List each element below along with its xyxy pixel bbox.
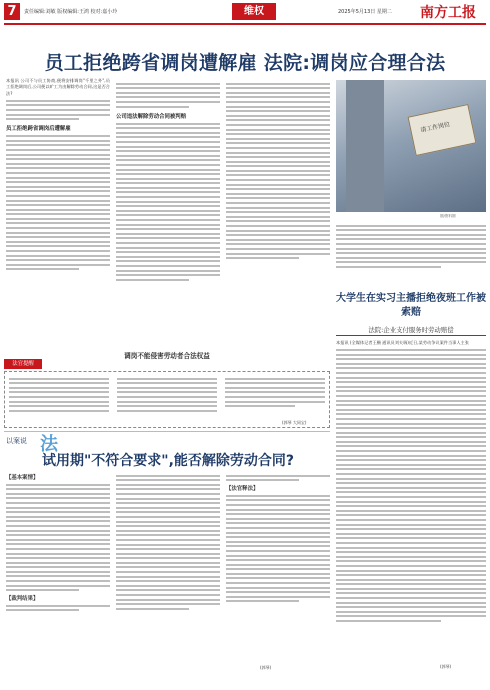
photo-pillar bbox=[346, 80, 384, 212]
article-column-3 bbox=[226, 80, 330, 346]
body-text-block bbox=[226, 495, 330, 603]
subhead-1: 员工拒绝跨省调岗后遭解雇 bbox=[6, 126, 71, 133]
publication-date: 2025年5月13日 星期二 bbox=[338, 9, 392, 15]
case-column-1 bbox=[6, 470, 110, 686]
body-text-block bbox=[6, 484, 110, 592]
article-column-2 bbox=[116, 80, 220, 346]
body-text-block bbox=[116, 83, 220, 108]
legal-reminder-title: 调岗不能侵害劳动者合法权益 bbox=[124, 352, 210, 360]
case-column-3 bbox=[226, 472, 330, 662]
body-text-block bbox=[6, 100, 110, 120]
article-photo bbox=[336, 80, 486, 212]
case-section-char: 法 bbox=[40, 434, 58, 455]
photo-credit: 图/资料图 bbox=[440, 214, 456, 218]
case-judgment-head: 【裁判结果】 bbox=[6, 596, 39, 603]
body-text-block bbox=[117, 375, 217, 414]
page-header bbox=[0, 0, 490, 24]
case-column-2 bbox=[116, 472, 220, 686]
legal-reminder-author: (郭琴 大同宝) bbox=[282, 420, 307, 425]
sidebar-rule bbox=[336, 335, 486, 336]
case-headline: 试用期"不符合要求",能否解除劳动合同? bbox=[41, 453, 295, 469]
case-basic-facts-head: 【基本案情】 bbox=[6, 475, 39, 481]
case-section-label: 以案说 bbox=[6, 437, 27, 445]
sidebar-body bbox=[336, 340, 486, 662]
page-number: 7 bbox=[4, 3, 20, 20]
sidebar-headline: 大学生在实习主播拒绝夜班工作被索赔 bbox=[336, 293, 486, 318]
body-text-block bbox=[116, 123, 220, 281]
body-text-block bbox=[226, 475, 330, 482]
photo-sign-text: 请工作岗位 bbox=[419, 120, 451, 135]
sidebar-lead: 本报讯 (全媒体记者王栅 通讯员刘夫瑞)近日,某劳动争议案件当事人主张 bbox=[336, 340, 469, 345]
newspaper-masthead: 南方工报 bbox=[420, 5, 476, 21]
case-explanation-head: 【法官释法】 bbox=[226, 486, 259, 493]
body-text-block bbox=[9, 375, 109, 414]
body-text-block bbox=[6, 135, 110, 270]
body-text-block bbox=[336, 349, 486, 622]
body-text-block bbox=[225, 375, 325, 410]
section-badge: 维权 bbox=[232, 3, 276, 20]
editor-credits: 责任编辑:刘敏 版权编辑:王鸿 校对:嘉小玲 bbox=[24, 9, 118, 15]
body-text-block bbox=[6, 605, 110, 612]
sidebar-subtitle: 法院:企业支付服务时劳动赔偿 bbox=[368, 326, 454, 334]
main-headline: 员工拒绝跨省调岗遭解雇 法院:调岗应合理合法 bbox=[44, 52, 446, 74]
case-author: (郭琴) bbox=[260, 665, 272, 670]
article-column-4 bbox=[336, 222, 486, 288]
sidebar-author: (郭琴) bbox=[440, 664, 452, 669]
body-text-block bbox=[226, 83, 330, 260]
body-text-block bbox=[116, 475, 220, 610]
photo-sign bbox=[408, 104, 477, 156]
subhead-2: 公司违法解除劳动合同被判赔 bbox=[116, 113, 187, 120]
article-lead: 本报讯 公司不与员工协商,便将安排调岗"千里之外",员工拒绝调岗后,公司便以旷工为由解除劳动合同,这是否合法? bbox=[6, 78, 110, 96]
header-rule bbox=[4, 23, 486, 25]
legal-reminder-tag: 法官提醒 bbox=[4, 359, 42, 369]
body-text-block bbox=[336, 225, 486, 268]
article-column-1 bbox=[6, 78, 110, 346]
